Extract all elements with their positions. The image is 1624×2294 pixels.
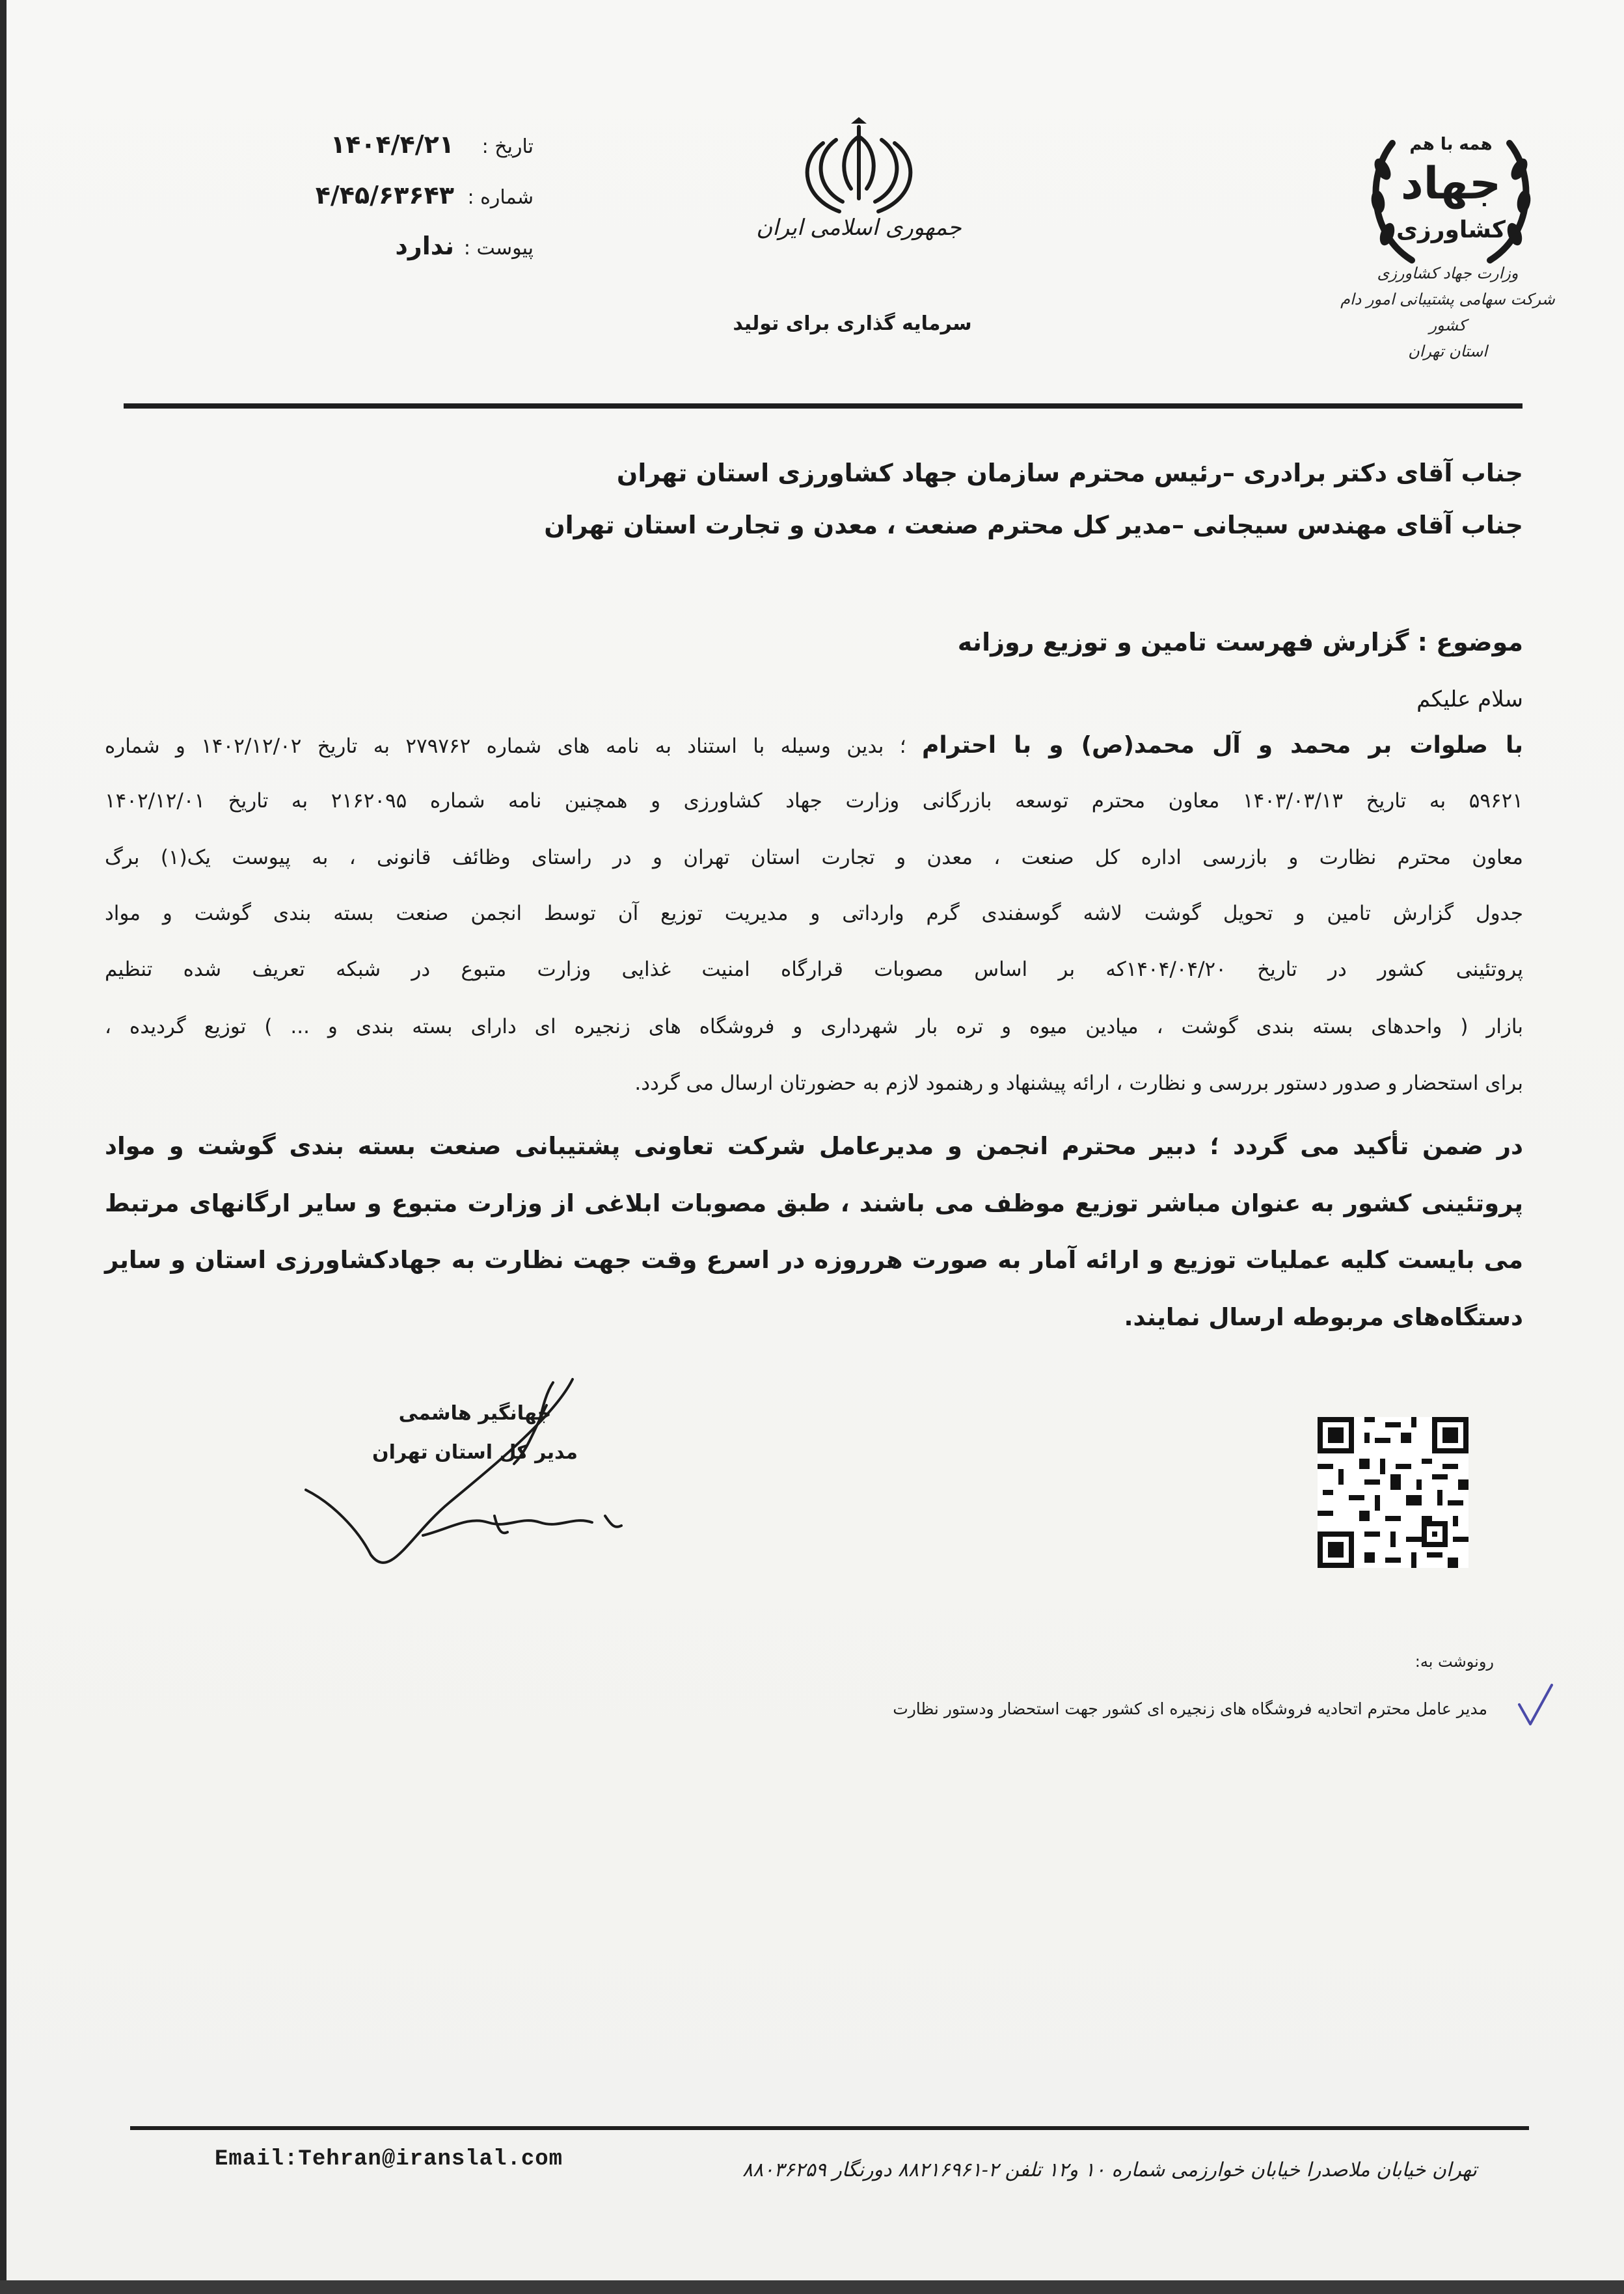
logo-line: شرکت سهامی پشتیبانی امور دام کشور [1340, 290, 1555, 334]
logo-top-text: همه با هم [1409, 135, 1493, 154]
letter-meta [312, 130, 534, 282]
date-row [312, 130, 534, 181]
footer-address: تهران خیابان ملاصدرا خیابان خوارزمی شماره ۱۰ و۱۲ تلفن ۲-۸۸۲۱۶۹۶۱ دورنگار ۸۸۰۳۶۲۵۹ [742, 2159, 1477, 2181]
year-slogan: سرمایه گذاری برای تولید [733, 312, 972, 335]
attachment-value: ندارد [395, 232, 454, 260]
logo-line: استان تهران [1408, 342, 1487, 360]
handwritten-signature [293, 1366, 631, 1587]
qr-code-icon [1318, 1417, 1468, 1568]
checkmark-icon [1516, 1682, 1555, 1727]
scan-edge-left [0, 0, 7, 2294]
iran-emblem-icon [774, 117, 943, 273]
emphasis-line: می بایست کلیه عملیات توزیع و ارائه آمار به صورت هرروزه در اسرع وقت جهت نظارت به جهادکشاورزی استان و سایر [105, 1246, 1523, 1274]
body-line: برای استحضار و صدور دستور بررسی و نظارت ، ارائه پیشنهاد و رهنمود لازم به حضورتان ارسال می گردد. [634, 1072, 1523, 1095]
header-divider [124, 403, 1522, 409]
date-value: ۱۴۰۴/۴/۲۱ [330, 130, 454, 159]
emphasis-line: در ضمن تأکید می گردد ؛ دبیر محترم انجمن و مدیرعامل شرکت تعاونی پشتیبانی صنعت بسته بندی گوشت و مواد [105, 1132, 1523, 1160]
attachment-row [312, 232, 534, 282]
footer-divider [130, 2126, 1529, 2130]
body-line: معاون محترم نظارت و بازرسی اداره کل صنعت ، معدن و تجارت استان تهران و در راستای وظائف قانونی ، به پیوست یک(۱) برگ [105, 846, 1524, 869]
footer-email: Email:Tehran@iranslal.com [215, 2147, 563, 2172]
addressee-2: جناب آقای مهندس سیجانی –مدیر کل محترم صنعت ، معدن و تجارت استان تهران [544, 511, 1523, 539]
body-line: پروتئینی کشور در تاریخ ۱۴۰۴/۰۴/۲۰که بر اساس مصوبات قرارگاه امنیت غذایی وزارت متبوع در شبکه تعریف شده تنظیم [105, 958, 1523, 981]
logo-org-lines [1334, 260, 1562, 364]
cc-label: رونوشت به: [1414, 1653, 1494, 1671]
logo-main-text: جهاد [1400, 158, 1502, 209]
body-line: جدول گزارش تامین و تحویل گوشت لاشه گوسفندی گرم وارداتی و مدیریت توزیع آن توسط انجمن صنعت بسته بندی گوشت و مواد [105, 902, 1523, 925]
body-line [105, 732, 1523, 759]
scan-edge-bottom [0, 2280, 1624, 2294]
body-text: ؛ بدین وسیله با استناد به نامه های شماره ۲۷۹۷۶۲ به تاریخ ۱۴۰۲/۱۲/۰۲ و شماره [105, 735, 906, 758]
addressee-1: جناب آقای دکتر برادری –رئیس محترم سازمان جهاد کشاورزی استان تهران [616, 459, 1523, 487]
date-label: تاریخ : [481, 135, 534, 158]
emblem-caption: جمهوری اسلامی ایران [756, 215, 962, 241]
opening-bold: با صلوات بر محمد و آل محمد(ص) و با احترام [921, 732, 1524, 759]
emphasis-line: پروتئینی کشور به عنوان مباشر توزیع موظف می باشند ، طبق مصوبات ابلاغی از وزارت متبوع و سایر ارگانهای مرتبط [105, 1189, 1523, 1217]
signatory-name: جهانگیر هاشمی [398, 1402, 552, 1425]
attachment-label: پیوست : [463, 237, 534, 260]
logo-line: وزارت جهاد کشاورزی [1377, 264, 1519, 282]
logo-sub-text: کشاورزی [1396, 217, 1506, 243]
number-label: شماره : [467, 186, 534, 209]
signatory-title: مدیر کل استان تهران [372, 1441, 578, 1464]
number-value: ۴/۴۵/۶۳۶۴۳ [315, 181, 454, 209]
cc-recipient: مدیر عامل محترم اتحادیه فروشگاه های زنجیره ای کشور جهت استحضار ودستور نظارت [893, 1699, 1487, 1718]
emphasis-line: دستگاه‌های مربوطه ارسال نمایند. [1124, 1303, 1523, 1331]
number-row [312, 181, 534, 232]
body-line: بازار ( واحدهای بسته بندی گوشت ، میادین میوه و تره بار شهرداری و فروشگاه های زنجیره ای دارای بسته بندی و ... ) توزیع گردیده ، [105, 1015, 1523, 1038]
greeting: سلام علیکم [1416, 686, 1523, 712]
body-line: ۵۹۶۲۱ به تاریخ ۱۴۰۳/۰۳/۱۳ معاون محترم توسعه بازرگانی وزارت جهاد کشاورزی و همچنین نامه شماره ۲۱۶۲۰۹۵ به تاریخ ۱۴۰۲/۱۲/۰۱ [105, 789, 1523, 813]
letter-subject: موضوع : گزارش فهرست تامین و توزیع روزانه [957, 628, 1523, 656]
